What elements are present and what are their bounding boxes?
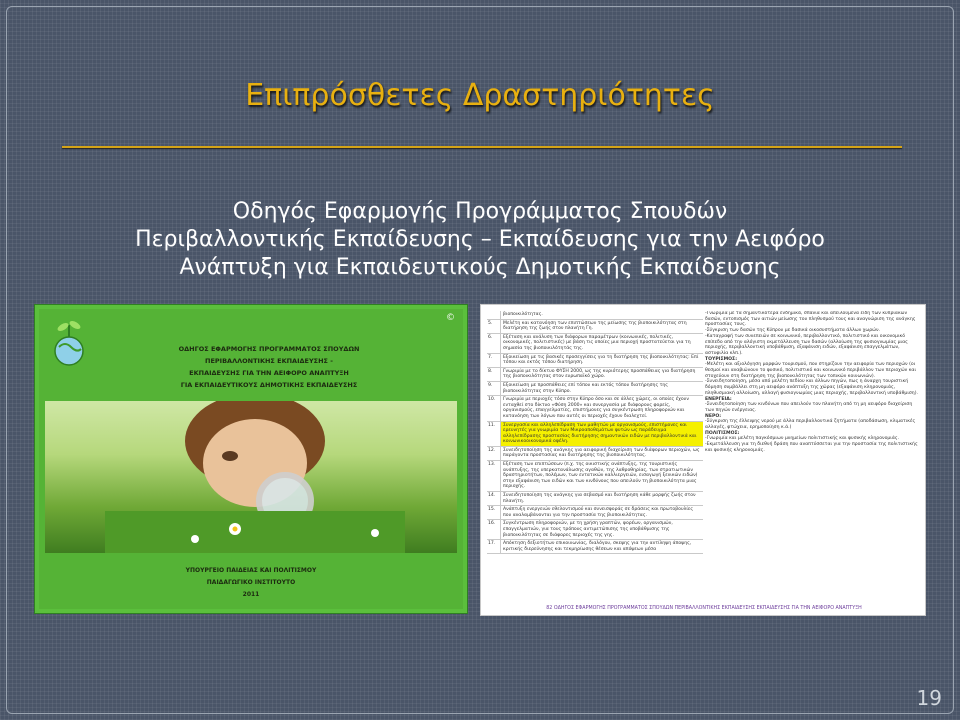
- slide-number: 19: [916, 686, 942, 710]
- row-text: Μελέτη και κατανόηση των επιπτώσεων της μείωσης της βιοποικιλότητας στη διατήρηση της ζωής στον πλανήτη Γη.: [503, 320, 687, 332]
- table-row: [487, 354, 703, 368]
- subtitle-line: Περιβαλλοντικής Εκπαίδευσης – Εκπαίδευσης για την Αειφόρο: [135, 227, 825, 252]
- section-heading: ΝΕΡΟ:: [705, 413, 722, 419]
- row-text: Συνειδητοποίηση της ανάγκης για αειφορική διαχείριση των διάφορων περιοχών, ως παράγοντα προστασίας και διατήρησης της βιοποικιλότητας.: [503, 447, 700, 459]
- cover-footer-line: 2011: [242, 591, 260, 598]
- row-number: [487, 311, 501, 319]
- subtitle-line: Οδηγός Εφαρμογής Προγράμματος Σπουδών: [232, 199, 728, 224]
- row-number: 13.: [487, 461, 501, 491]
- row-text: Εξοικείωση με τις βασικές προσεγγίσεις για τη διατήρηση της βιοποικιλότητας: Επί τόπου και εκτός τόπου διατήρηση.: [503, 354, 699, 366]
- row-number: 9.: [487, 382, 501, 395]
- cover-footer: [45, 565, 457, 601]
- book-cover-image: [34, 304, 468, 614]
- row-number: 10.: [487, 396, 501, 420]
- row-number: 16.: [487, 520, 501, 539]
- table-row: [487, 520, 703, 540]
- section-heading: ΤΟΥΡΙΣΜΟΣ:: [705, 356, 738, 362]
- document-page-image: [480, 304, 926, 616]
- list-item: -Συνειδητοποίηση των κινδύνων που απειλούν τον πλανήτη από τη μη αειφόρο διαχείριση των πηγών ενέργειας.: [705, 402, 913, 413]
- cover-heading-line: ΟΔΗΓΟΣ ΕΦΑΡΜΟΓΗΣ ΠΡΟΓΡΑΜΜΑΤΟΣ ΣΠΟΥΔΩΝ: [178, 345, 360, 353]
- row-number: 14.: [487, 492, 501, 505]
- row-text: Εξοικείωση με προσπάθειες επί τόπου και εκτός τόπου διατήρησης της βιοποικιλότητας στην Κύπρο.: [503, 382, 668, 394]
- table-row: [487, 334, 703, 354]
- table-row: [487, 461, 703, 492]
- list-item: -Σύγκριση των δασών της Κύπρου με δασικά οικοσυστήματα άλλων χωρών.: [705, 328, 881, 334]
- table-row: [487, 506, 703, 520]
- list-item: -Μελέτη και αξιολόγηση μορφών τουρισμού, που στηρίζουν την αειφορία των περιοχών (οι θεσμοί και αναβιώνουν το φυσικό, πολιτιστικό και κοινωνικό περιβάλλον των περιοχών και στοχεύουν στη διατήρηση της βιοποικιλότητας των τοπικών κοινωνιών).: [705, 362, 916, 379]
- boy-with-magnifier-photo: [45, 401, 457, 553]
- cover-heading-line: ΠΕΡΙΒΑΛΛΟΝΤΙΚΗΣ ΕΚΠΑΙΔΕΥΣΗΣ -: [205, 357, 333, 365]
- row-text: Συγκέντρωση πληροφοριών, με τη χρήση γραπτών, φορέων, οργανισμών, επαγγελματιών, για τους τρόπους αντιμετώπισης της υποβάθμισης της βιοποικιλότητας σε διάφορες περιοχές της γης.: [503, 521, 673, 538]
- slide-title: Επιπρόσθετες Δραστηριότητες: [245, 78, 715, 113]
- section-heading: ΠΟΛΙΤΙΣΜΟΣ:: [705, 430, 740, 436]
- table-row: [487, 368, 703, 382]
- cover-heading-line: ΓΙΑ ΕΚΠΑΙΔΕΥΤΙΚΟΥΣ ΔΗΜΟΤΙΚΗΣ ΕΚΠΑΙΔΕΥΣΗΣ: [180, 381, 358, 389]
- cover-footer-line: ΠΑΙΔΑΓΩΓΙΚΟ ΙΝΣΤΙΤΟΥΤΟ: [206, 579, 296, 586]
- list-item: -Γνωριμία με τα σημαντικότερα ενδημικά, σπάνια και απειλούμενα είδη των κυπριακών δασών, εντοπισμός των αιτιών μείωσης του πληθυσμού τους και αναγνώριση της ανάγκης προστασίας τους.: [705, 311, 916, 328]
- globe-plant-logo-icon: [49, 317, 89, 369]
- row-number: 5.: [487, 320, 501, 333]
- table-row: [487, 540, 703, 554]
- row-text: Ανάπτυξη ενεργειών εθελοντισμού και συνεισφοράς σε δράσεις και πρωτοβουλίες που αναλαμβάνονται για την προστασία της βιοποικιλότητας.: [503, 507, 694, 518]
- row-number: 15.: [487, 506, 501, 519]
- list-item: -Εκμετάλλευση για τη διεθνή δράση που αναπτύσσεται για την προστασία της πολιτιστικής και φυσικής κληρονομιάς.: [705, 442, 918, 453]
- copyright-mark: ©: [446, 313, 455, 323]
- activities-column: [705, 311, 921, 597]
- cover-heading: [99, 343, 439, 391]
- table-row: [487, 492, 703, 506]
- list-item: -Γνωριμία και μελέτη παγκόσμιων μνημείων πολιτιστικής και φυσικής κληρονομιάς.: [705, 436, 900, 442]
- cover-heading-line: ΕΚΠΑΙΔΕΥΣΗΣ ΓΙΑ ΤΗΝ ΑΕΙΦΟΡΟ ΑΝΑΠΤΥΞΗ: [189, 369, 349, 377]
- row-text: Γνωριμία με το δίκτυο ΦΥΣΗ 2000, ως της κυριότερης προσπάθειας για διατήρηση της βιοποικιλότητας στον ευρωπαϊκό χώρο.: [503, 368, 696, 380]
- list-item: -Σύγκριση της έλλειψης νερού με άλλα περιβαλλοντικά ζητήματα (αποδάσωση, κλιματικές αλλαγές, φτώχεια, ερημοποίηση κ.ά.): [705, 419, 916, 431]
- row-text: Εξέταση και ανάλυση των διάφορων παραμέτρων (κοινωνικές, πολιτικές, οικονομικές, πολιτιστικές) με βάση τις οποίες μια περιοχή προστατεύεται για τη σημασία της βιοποικιλότητάς της.: [503, 334, 691, 351]
- photo-illustration: [45, 401, 457, 553]
- row-text: Γνωριμία με περιοχές τόσο στην Κύπρο όσο και σε άλλες χώρες, οι οποίες έχουν ενταχθεί στο δίκτυο «Φύση 2000» και συνεργασία με διάφορους φορείς, οργανισμούς, επαγγελματίες, επιστήμονες για συγκέντρωση πληροφοριών και κατανόηση των λόγων που αυτές οι περιοχές έχουν διαλεχτεί.: [503, 397, 689, 419]
- list-item: -Συνειδητοποίηση, μέσα από μελέτη πεδίου και άλλων πηγών, πως η άναρχη τουριστική δόμηση συμβάλλει στη μη αειφόρο ανάπτυξη της χώρας (εξαφάνιση κληρονομιάς, πληθυσμιακή αλλοίωση, αλλαγή φυσιογνωμίας μιας περιοχής, περιβαλλοντική υποβάθμιση).: [705, 379, 918, 396]
- row-number: 11.: [487, 422, 501, 446]
- subtitle-line: Ανάπτυξη για Εκπαιδευτικούς Δημοτικής Εκπαίδευσης: [179, 255, 781, 280]
- table-row: [487, 311, 703, 320]
- objectives-table: [487, 311, 703, 597]
- page-footer: 82 ΟΔΗΓΟΣ ΕΦΑΡΜΟΓΗΣ ΠΡΟΓΡΑΜΜΑΤΟΣ ΣΠΟΥΔΩΝ ΠΕΡΙΒΑΛΛΟΝΤΙΚΗΣ ΕΚΠΑΙΔΕΥΣΗΣ ΕΚΠΑΙΔΕΥΣΗΣ ΓΙΑ ΤΗΝ ΑΕΙΦΟΡΟ ΑΝΑΠΤΥΞΗ: [546, 606, 862, 611]
- list-item: -Καταγραφή των συνεπειών σε κοινωνικό, περιβαλλοντικό, πολιτιστικό και οικονομικό επίπεδο από την αλόγιστη εκμετάλλευση των δασών (αλλοίωση της φυσιογνωμίας μιας περιοχής, περιβαλλοντική υποβάθμιση, εξαφάνιση ειδών, εξαφάνιση επαγγελμάτων, αστυφιλία κλπ.).: [705, 333, 908, 356]
- row-text: Συνειδητοποίηση της ανάγκης για σεβασμό και διατήρηση κάθε μορφής ζωής στον πλανήτη.: [503, 493, 696, 504]
- title-underline: [62, 146, 902, 148]
- row-number: 17.: [487, 540, 501, 553]
- row-number: 8.: [487, 368, 501, 381]
- table-row: [487, 422, 703, 447]
- table-row: [487, 396, 703, 421]
- section-heading: ΕΝΕΡΓΕΙΑ:: [705, 396, 732, 402]
- table-row: [487, 320, 703, 334]
- table-row: [487, 382, 703, 396]
- row-text: βιοποικιλότητας.: [503, 312, 543, 317]
- row-number: 6.: [487, 334, 501, 353]
- row-number: 7.: [487, 354, 501, 367]
- row-text: Εξέταση των επιπτώσεων (π.χ. της οικιστικής ανάπτυξης, της τουριστικής ανάπτυξης, της υπερκατανάλωσης αγαθών, της λαθροθηρίας, των στρατιωτικών δραστηριοτήτων, πολέμων, των εντατικών καλλιεργειών, εισαγωγή ξενικών ειδών) στην εξαφάνιση των ειδών και των κινδύνους που απειλούν τη βιοποικιλότητα μιας περιοχής.: [503, 462, 698, 490]
- slide-subtitle: [0, 198, 960, 282]
- table-row: [487, 447, 703, 461]
- row-text: Απόκτηση δεξιοτήτων επικοινωνίας, διαλόγου, σκεψης για την αντίληψη άποψης, κριτικής διερεύνησης και τεκμηρίωσης θέσεων και απόψεων μέσα: [503, 541, 692, 552]
- row-text: Συνεργασία και αλληλεπίδραση των μαθητών με οργανισμούς, επιστήμονες και ερευνητές για γνωριμία των Μικροαποθεμάτων φυτών ως παράδειγμα αλληλεπίδρασης προστασίας διατήρησης σημαντικών ειδών με περιβαλλοντικά και κοινωνικοοικονομικά οφέλη.: [501, 422, 703, 446]
- cover-footer-line: ΥΠΟΥΡΓΕΙΟ ΠΑΙΔΕΙΑΣ ΚΑΙ ΠΟΛΙΤΙΣΜΟΥ: [185, 567, 317, 574]
- row-number: 12.: [487, 447, 501, 460]
- cover-panel: [39, 309, 463, 609]
